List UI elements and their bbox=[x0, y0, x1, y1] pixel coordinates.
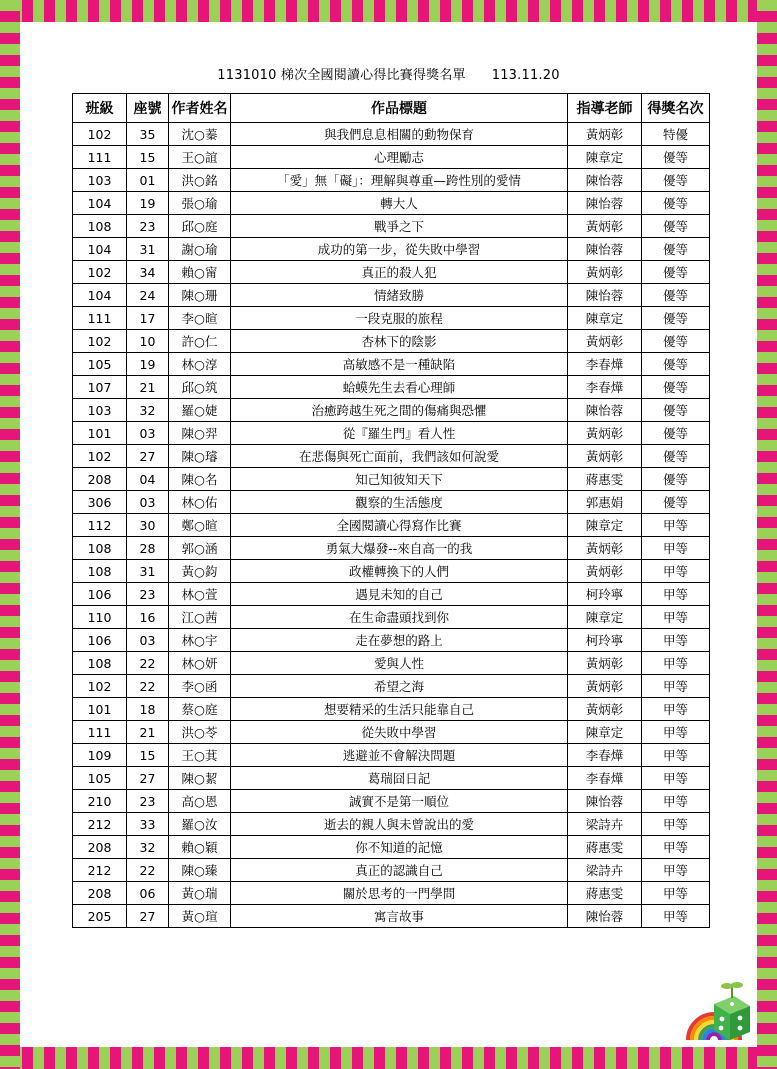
advisor-cell: 梁詩卉 bbox=[568, 859, 642, 882]
page-title bbox=[0, 64, 777, 83]
author-name-cell: 賴○甯 bbox=[169, 261, 231, 284]
award-rank-cell: 優等 bbox=[642, 491, 710, 514]
table-row bbox=[73, 192, 710, 215]
work-title-cell: 心理勵志 bbox=[231, 146, 568, 169]
award-rank-cell: 甲等 bbox=[642, 836, 710, 859]
author-name-cell: 林○妍 bbox=[169, 652, 231, 675]
class-cell: 306 bbox=[73, 491, 127, 514]
advisor-cell: 柯玲寧 bbox=[568, 583, 642, 606]
class-cell: 102 bbox=[73, 330, 127, 353]
header-class: 班級 bbox=[73, 94, 127, 123]
class-cell: 103 bbox=[73, 399, 127, 422]
class-cell: 111 bbox=[73, 307, 127, 330]
seat-number-cell: 32 bbox=[127, 399, 169, 422]
award-rank-cell: 優等 bbox=[642, 146, 710, 169]
table-row bbox=[73, 399, 710, 422]
award-rank-cell: 甲等 bbox=[642, 721, 710, 744]
table-row bbox=[73, 537, 710, 560]
seat-number-cell: 03 bbox=[127, 422, 169, 445]
table-header-row bbox=[73, 94, 710, 123]
class-cell: 107 bbox=[73, 376, 127, 399]
seat-number-cell: 30 bbox=[127, 514, 169, 537]
work-title-cell: 走在夢想的路上 bbox=[231, 629, 568, 652]
decorative-border-left bbox=[0, 0, 20, 1069]
award-rank-cell: 優等 bbox=[642, 445, 710, 468]
seat-number-cell: 21 bbox=[127, 376, 169, 399]
class-cell: 108 bbox=[73, 215, 127, 238]
table-row bbox=[73, 238, 710, 261]
seat-number-cell: 04 bbox=[127, 468, 169, 491]
award-rank-cell: 甲等 bbox=[642, 583, 710, 606]
class-cell: 105 bbox=[73, 767, 127, 790]
table-row bbox=[73, 790, 710, 813]
seat-number-cell: 15 bbox=[127, 744, 169, 767]
decorative-border-bottom bbox=[0, 1047, 777, 1069]
award-rank-cell: 優等 bbox=[642, 192, 710, 215]
author-name-cell: 江○茜 bbox=[169, 606, 231, 629]
seat-number-cell: 23 bbox=[127, 790, 169, 813]
table-row bbox=[73, 284, 710, 307]
seat-number-cell: 17 bbox=[127, 307, 169, 330]
advisor-cell: 黃炳彰 bbox=[568, 422, 642, 445]
class-cell: 102 bbox=[73, 675, 127, 698]
award-list-table bbox=[72, 93, 710, 928]
class-cell: 108 bbox=[73, 537, 127, 560]
seat-number-cell: 31 bbox=[127, 238, 169, 261]
award-rank-cell: 優等 bbox=[642, 169, 710, 192]
award-rank-cell: 優等 bbox=[642, 376, 710, 399]
advisor-cell: 李春燁 bbox=[568, 353, 642, 376]
work-title-cell: 愛與人性 bbox=[231, 652, 568, 675]
advisor-cell: 陳怡蓉 bbox=[568, 238, 642, 261]
table-row bbox=[73, 468, 710, 491]
advisor-cell: 陳怡蓉 bbox=[568, 399, 642, 422]
class-cell: 103 bbox=[73, 169, 127, 192]
table-row bbox=[73, 330, 710, 353]
author-name-cell: 陳○璿 bbox=[169, 445, 231, 468]
advisor-cell: 李春燁 bbox=[568, 767, 642, 790]
advisor-cell: 黃炳彰 bbox=[568, 537, 642, 560]
award-rank-cell: 優等 bbox=[642, 468, 710, 491]
advisor-cell: 蔣惠雯 bbox=[568, 468, 642, 491]
class-cell: 210 bbox=[73, 790, 127, 813]
work-title-cell: 戰爭之下 bbox=[231, 215, 568, 238]
work-title-cell: 全國閱讀心得寫作比賽 bbox=[231, 514, 568, 537]
class-cell: 106 bbox=[73, 583, 127, 606]
advisor-cell: 黃炳彰 bbox=[568, 652, 642, 675]
table-row bbox=[73, 675, 710, 698]
title-text: 1131010 梯次全國閱讀心得比賽得獎名單 bbox=[217, 68, 466, 83]
award-rank-cell: 優等 bbox=[642, 307, 710, 330]
advisor-cell: 黃炳彰 bbox=[568, 261, 642, 284]
award-rank-cell: 優等 bbox=[642, 261, 710, 284]
seat-number-cell: 03 bbox=[127, 629, 169, 652]
work-title-cell: 轉大人 bbox=[231, 192, 568, 215]
decorative-border-top bbox=[0, 0, 777, 22]
class-cell: 104 bbox=[73, 238, 127, 261]
author-name-cell: 張○瑜 bbox=[169, 192, 231, 215]
work-title-cell: 知己知彼知天下 bbox=[231, 468, 568, 491]
class-cell: 208 bbox=[73, 882, 127, 905]
seat-number-cell: 24 bbox=[127, 284, 169, 307]
advisor-cell: 陳怡蓉 bbox=[568, 905, 642, 928]
header-work-title: 作品標題 bbox=[231, 94, 568, 123]
author-name-cell: 羅○汝 bbox=[169, 813, 231, 836]
work-title-cell: 情緒致勝 bbox=[231, 284, 568, 307]
table-row bbox=[73, 261, 710, 284]
author-name-cell: 沈○蓁 bbox=[169, 123, 231, 146]
award-rank-cell: 甲等 bbox=[642, 629, 710, 652]
advisor-cell: 蔣惠雯 bbox=[568, 882, 642, 905]
table-row bbox=[73, 744, 710, 767]
award-rank-cell: 甲等 bbox=[642, 790, 710, 813]
work-title-cell: 從『羅生門』看人性 bbox=[231, 422, 568, 445]
work-title-cell: 逃避並不會解決問題 bbox=[231, 744, 568, 767]
author-name-cell: 陳○臻 bbox=[169, 859, 231, 882]
author-name-cell: 陳○絜 bbox=[169, 767, 231, 790]
class-cell: 104 bbox=[73, 284, 127, 307]
class-cell: 109 bbox=[73, 744, 127, 767]
seat-number-cell: 19 bbox=[127, 353, 169, 376]
seat-number-cell: 32 bbox=[127, 836, 169, 859]
advisor-cell: 郭惠娟 bbox=[568, 491, 642, 514]
seat-number-cell: 34 bbox=[127, 261, 169, 284]
award-rank-cell: 甲等 bbox=[642, 514, 710, 537]
author-name-cell: 許○仁 bbox=[169, 330, 231, 353]
author-name-cell: 陳○羿 bbox=[169, 422, 231, 445]
seat-number-cell: 22 bbox=[127, 652, 169, 675]
class-cell: 212 bbox=[73, 813, 127, 836]
author-name-cell: 邱○筑 bbox=[169, 376, 231, 399]
author-name-cell: 王○誼 bbox=[169, 146, 231, 169]
award-rank-cell: 優等 bbox=[642, 284, 710, 307]
seat-number-cell: 10 bbox=[127, 330, 169, 353]
class-cell: 101 bbox=[73, 422, 127, 445]
award-rank-cell: 優等 bbox=[642, 330, 710, 353]
work-title-cell: 逝去的親人與未曾說出的愛 bbox=[231, 813, 568, 836]
advisor-cell: 陳怡蓉 bbox=[568, 192, 642, 215]
award-rank-cell: 優等 bbox=[642, 238, 710, 261]
class-cell: 208 bbox=[73, 468, 127, 491]
work-title-cell: 希望之海 bbox=[231, 675, 568, 698]
advisor-cell: 陳章定 bbox=[568, 514, 642, 537]
class-cell: 111 bbox=[73, 146, 127, 169]
author-name-cell: 李○暄 bbox=[169, 307, 231, 330]
table-row bbox=[73, 836, 710, 859]
award-rank-cell: 特優 bbox=[642, 123, 710, 146]
work-title-cell: 成功的第一步，從失敗中學習 bbox=[231, 238, 568, 261]
table-row bbox=[73, 514, 710, 537]
class-cell: 212 bbox=[73, 859, 127, 882]
work-title-cell: 一段克服的旅程 bbox=[231, 307, 568, 330]
work-title-cell: 想要精采的生活只能靠自己 bbox=[231, 698, 568, 721]
author-name-cell: 洪○苓 bbox=[169, 721, 231, 744]
table-row bbox=[73, 606, 710, 629]
award-rank-cell: 甲等 bbox=[642, 698, 710, 721]
table-row bbox=[73, 882, 710, 905]
work-title-cell: 蛤蟆先生去看心理師 bbox=[231, 376, 568, 399]
table-row bbox=[73, 767, 710, 790]
award-rank-cell: 甲等 bbox=[642, 905, 710, 928]
work-title-cell: 你不知道的記憶 bbox=[231, 836, 568, 859]
author-name-cell: 陳○名 bbox=[169, 468, 231, 491]
seat-number-cell: 33 bbox=[127, 813, 169, 836]
class-cell: 104 bbox=[73, 192, 127, 215]
advisor-cell: 黃炳彰 bbox=[568, 330, 642, 353]
seat-number-cell: 28 bbox=[127, 537, 169, 560]
table-row bbox=[73, 583, 710, 606]
header-author-name: 作者姓名 bbox=[169, 94, 231, 123]
advisor-cell: 黃炳彰 bbox=[568, 560, 642, 583]
award-rank-cell: 甲等 bbox=[642, 767, 710, 790]
author-name-cell: 林○佑 bbox=[169, 491, 231, 514]
work-title-cell: 真正的殺人犯 bbox=[231, 261, 568, 284]
class-cell: 102 bbox=[73, 445, 127, 468]
table-row bbox=[73, 813, 710, 836]
award-rank-cell: 優等 bbox=[642, 215, 710, 238]
rainbow-dice-sprout-icon bbox=[684, 978, 754, 1048]
advisor-cell: 陳怡蓉 bbox=[568, 284, 642, 307]
author-name-cell: 鄭○暄 bbox=[169, 514, 231, 537]
header-seat-number: 座號 bbox=[127, 94, 169, 123]
class-cell: 208 bbox=[73, 836, 127, 859]
author-name-cell: 蔡○庭 bbox=[169, 698, 231, 721]
author-name-cell: 王○萁 bbox=[169, 744, 231, 767]
work-title-cell: 與我們息息相關的動物保育 bbox=[231, 123, 568, 146]
work-title-cell: 誠實不是第一順位 bbox=[231, 790, 568, 813]
class-cell: 112 bbox=[73, 514, 127, 537]
seat-number-cell: 27 bbox=[127, 445, 169, 468]
advisor-cell: 黃炳彰 bbox=[568, 123, 642, 146]
advisor-cell: 黃炳彰 bbox=[568, 445, 642, 468]
table-row bbox=[73, 629, 710, 652]
table-row bbox=[73, 698, 710, 721]
class-cell: 102 bbox=[73, 261, 127, 284]
announcement-date: 113.11.20 bbox=[491, 68, 560, 83]
award-rank-cell: 甲等 bbox=[642, 744, 710, 767]
advisor-cell: 李春燁 bbox=[568, 744, 642, 767]
class-cell: 108 bbox=[73, 560, 127, 583]
table-row bbox=[73, 353, 710, 376]
table-row bbox=[73, 560, 710, 583]
table-row bbox=[73, 146, 710, 169]
work-title-cell: 杏林下的陰影 bbox=[231, 330, 568, 353]
advisor-cell: 柯玲寧 bbox=[568, 629, 642, 652]
seat-number-cell: 35 bbox=[127, 123, 169, 146]
award-rank-cell: 甲等 bbox=[642, 560, 710, 583]
seat-number-cell: 21 bbox=[127, 721, 169, 744]
table-row bbox=[73, 652, 710, 675]
class-cell: 102 bbox=[73, 123, 127, 146]
advisor-cell: 陳章定 bbox=[568, 606, 642, 629]
award-rank-cell: 甲等 bbox=[642, 882, 710, 905]
author-name-cell: 羅○婕 bbox=[169, 399, 231, 422]
work-title-cell: 高敏感不是一種缺陷 bbox=[231, 353, 568, 376]
seat-number-cell: 18 bbox=[127, 698, 169, 721]
class-cell: 106 bbox=[73, 629, 127, 652]
work-title-cell: 葛瑞囧日記 bbox=[231, 767, 568, 790]
author-name-cell: 邱○庭 bbox=[169, 215, 231, 238]
work-title-cell: 真正的認識自己 bbox=[231, 859, 568, 882]
advisor-cell: 梁詩卉 bbox=[568, 813, 642, 836]
award-rank-cell: 優等 bbox=[642, 353, 710, 376]
table-row bbox=[73, 491, 710, 514]
table-row bbox=[73, 307, 710, 330]
work-title-cell: 關於思考的一門學問 bbox=[231, 882, 568, 905]
seat-number-cell: 15 bbox=[127, 146, 169, 169]
class-cell: 111 bbox=[73, 721, 127, 744]
advisor-cell: 陳怡蓉 bbox=[568, 790, 642, 813]
work-title-cell: 遇見未知的自己 bbox=[231, 583, 568, 606]
work-title-cell: 在悲傷與死亡面前，我們該如何說愛 bbox=[231, 445, 568, 468]
class-cell: 205 bbox=[73, 905, 127, 928]
author-name-cell: 謝○瑜 bbox=[169, 238, 231, 261]
seat-number-cell: 22 bbox=[127, 859, 169, 882]
work-title-cell: 治癒跨越生死之間的傷痛與恐懼 bbox=[231, 399, 568, 422]
header-award-rank: 得獎名次 bbox=[642, 94, 710, 123]
table-row bbox=[73, 123, 710, 146]
work-title-cell: 「愛」無「礙」：理解與尊重—跨性別的愛情 bbox=[231, 169, 568, 192]
seat-number-cell: 16 bbox=[127, 606, 169, 629]
table-row bbox=[73, 721, 710, 744]
author-name-cell: 林○宇 bbox=[169, 629, 231, 652]
table-row bbox=[73, 215, 710, 238]
award-rank-cell: 甲等 bbox=[642, 537, 710, 560]
advisor-cell: 陳怡蓉 bbox=[568, 169, 642, 192]
seat-number-cell: 06 bbox=[127, 882, 169, 905]
author-name-cell: 陳○珊 bbox=[169, 284, 231, 307]
author-name-cell: 林○萱 bbox=[169, 583, 231, 606]
award-rank-cell: 甲等 bbox=[642, 675, 710, 698]
work-title-cell: 勇氣大爆發--來自高一的我 bbox=[231, 537, 568, 560]
author-name-cell: 黃○瑞 bbox=[169, 882, 231, 905]
award-rank-cell: 甲等 bbox=[642, 813, 710, 836]
table-row bbox=[73, 445, 710, 468]
seat-number-cell: 23 bbox=[127, 583, 169, 606]
seat-number-cell: 22 bbox=[127, 675, 169, 698]
seat-number-cell: 01 bbox=[127, 169, 169, 192]
advisor-cell: 黃炳彰 bbox=[568, 698, 642, 721]
advisor-cell: 黃炳彰 bbox=[568, 215, 642, 238]
work-title-cell: 觀察的生活態度 bbox=[231, 491, 568, 514]
advisor-cell: 陳章定 bbox=[568, 307, 642, 330]
advisor-cell: 黃炳彰 bbox=[568, 675, 642, 698]
advisor-cell: 陳章定 bbox=[568, 721, 642, 744]
award-rank-cell: 甲等 bbox=[642, 606, 710, 629]
author-name-cell: 高○恩 bbox=[169, 790, 231, 813]
work-title-cell: 在生命盡頭找到你 bbox=[231, 606, 568, 629]
seat-number-cell: 27 bbox=[127, 767, 169, 790]
seat-number-cell: 19 bbox=[127, 192, 169, 215]
seat-number-cell: 23 bbox=[127, 215, 169, 238]
decorative-border-right bbox=[757, 0, 777, 1069]
award-rank-cell: 優等 bbox=[642, 422, 710, 445]
seat-number-cell: 27 bbox=[127, 905, 169, 928]
advisor-cell: 陳章定 bbox=[568, 146, 642, 169]
author-name-cell: 林○淳 bbox=[169, 353, 231, 376]
class-cell: 105 bbox=[73, 353, 127, 376]
work-title-cell: 政權轉換下的人們 bbox=[231, 560, 568, 583]
author-name-cell: 李○函 bbox=[169, 675, 231, 698]
seat-number-cell: 31 bbox=[127, 560, 169, 583]
author-name-cell: 郭○涵 bbox=[169, 537, 231, 560]
award-rank-cell: 甲等 bbox=[642, 859, 710, 882]
work-title-cell: 從失敗中學習 bbox=[231, 721, 568, 744]
advisor-cell: 蔣惠雯 bbox=[568, 836, 642, 859]
table-row bbox=[73, 905, 710, 928]
author-name-cell: 黃○鈞 bbox=[169, 560, 231, 583]
award-rank-cell: 甲等 bbox=[642, 652, 710, 675]
seat-number-cell: 03 bbox=[127, 491, 169, 514]
author-name-cell: 黃○瑄 bbox=[169, 905, 231, 928]
table-row bbox=[73, 422, 710, 445]
award-rank-cell: 優等 bbox=[642, 399, 710, 422]
work-title-cell: 寓言故事 bbox=[231, 905, 568, 928]
table-row bbox=[73, 859, 710, 882]
table-row bbox=[73, 169, 710, 192]
table-row bbox=[73, 376, 710, 399]
author-name-cell: 賴○穎 bbox=[169, 836, 231, 859]
class-cell: 101 bbox=[73, 698, 127, 721]
class-cell: 108 bbox=[73, 652, 127, 675]
class-cell: 110 bbox=[73, 606, 127, 629]
author-name-cell: 洪○銘 bbox=[169, 169, 231, 192]
advisor-cell: 李春燁 bbox=[568, 376, 642, 399]
header-advisor: 指導老師 bbox=[568, 94, 642, 123]
